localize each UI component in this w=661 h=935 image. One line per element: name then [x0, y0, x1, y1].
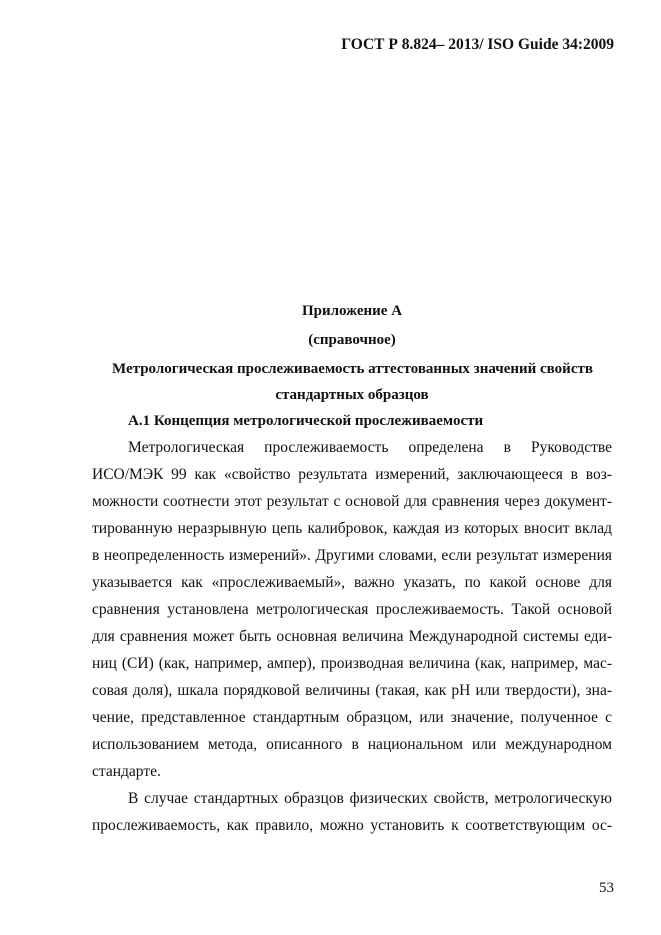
text-line: стандарте.: [92, 763, 161, 780]
text-line: можности соотнести этот результат с основой для сравнения через документ-: [92, 493, 612, 510]
appendix-label: Приложение А: [301, 303, 403, 319]
appendix-title-line-2: стандартных образцов: [275, 387, 429, 403]
paragraph-2: [92, 785, 612, 839]
text-line: в неопределенность измерений». Другими словами, если результат измерения: [92, 547, 612, 564]
text-line: прослеживаемость, как правило, можно установить к соответствующим ос-: [92, 817, 612, 834]
appendix-note: (справочное): [308, 332, 396, 348]
text-line: чение, представленное стандартным образцом, или значение, полученное с: [92, 709, 612, 726]
text-line: сравнения установлена метрологическая прослеживаемость. Такой основой: [92, 601, 612, 618]
text-line: ниц (СИ) (как, например, ампер), производная величина (как, например, мас-: [92, 655, 612, 672]
appendix-title-line-1: Метрологическая прослеживаемость аттестованных значений свойств: [112, 361, 593, 377]
page-number: 53: [599, 880, 614, 896]
section-heading: А.1 Концепция метрологической прослеживаемости: [128, 413, 484, 429]
text-line: указывается как «прослеживаемый», важно указать, по какой основе для: [92, 574, 612, 591]
paragraph-1: [92, 434, 612, 785]
text-line: совая доля), шкала порядковой величины (такая, как pH или твердости), зна-: [92, 682, 612, 699]
document-header: ГОСТ Р 8.824– 2013/ ISO Guide 34:2009: [341, 36, 614, 53]
text-line: для сравнения может быть основная величина Международной системы еди-: [92, 628, 612, 645]
text-line: тированную неразрывную цепь калибровок, каждая из которых вносит вклад: [92, 520, 612, 537]
text-line: Метрологическая прослеживаемость определена в Руководстве: [128, 439, 612, 456]
text-line: В случае стандартных образцов физических свойств, метрологическую: [128, 790, 612, 807]
text-line: использованием метода, описанного в национальном или международном: [92, 736, 612, 753]
text-line: ИСО/МЭК 99 как «свойство результата измерений, заключающееся в воз-: [92, 466, 612, 483]
